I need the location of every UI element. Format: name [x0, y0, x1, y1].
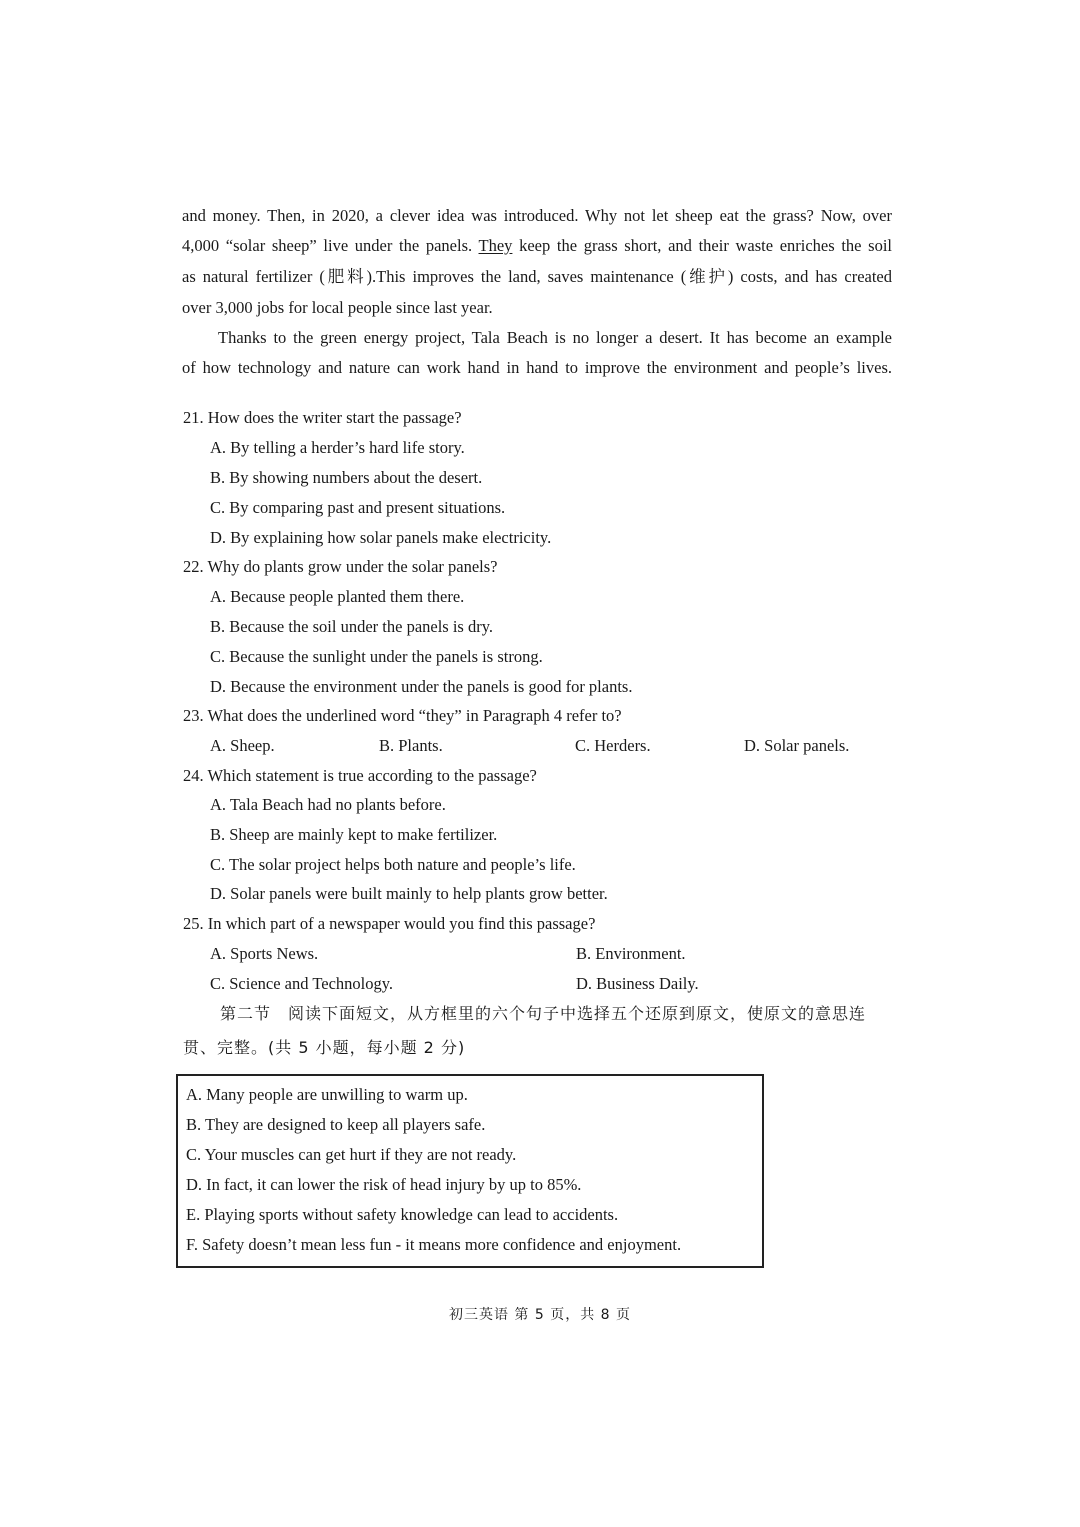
question-21-option-b: B. By showing numbers about the desert.: [210, 468, 483, 487]
passage-line-5: Thanks to the green energy project, Tala Beach is no longer a desert. It has become an example: [218, 328, 892, 347]
question-25-option-c: C. Science and Technology.: [210, 974, 394, 993]
passage-line-4: over 3,000 jobs for local people since last year.: [182, 298, 493, 317]
question-25-option-b: B. Environment.: [576, 944, 686, 963]
question-22-option-d: D. Because the environment under the panels is good for plants.: [210, 677, 633, 696]
question-21-option-d: D. By explaining how solar panels make electricity.: [210, 528, 552, 547]
question-25-option-a: A. Sports News.: [210, 944, 319, 963]
passage-line-2-start: 4,000 “solar sheep” live under the panels.: [182, 236, 473, 255]
question-22-option-b: B. Because the soil under the panels is dry.: [210, 617, 494, 636]
question-22-option-c: C. Because the sunlight under the panels is strong.: [210, 647, 543, 666]
question-23-option-d: D. Solar panels.: [744, 736, 850, 755]
question-24-stem: 24. Which statement is true according to the passage?: [183, 766, 537, 785]
sentence-options-box: [176, 1074, 764, 1268]
question-21-option-c: C. By comparing past and present situations.: [210, 498, 506, 517]
passage-line-3: as natural fertilizer (肥料).This improves the land, saves maintenance (维护) costs, and has created: [182, 267, 892, 286]
question-21-option-a: A. By telling a herder’s hard life story.: [210, 438, 465, 457]
box-option-b: B. They are designed to keep all players safe.: [186, 1115, 486, 1134]
box-option-c: C. Your muscles can get hurt if they are not ready.: [186, 1145, 517, 1164]
question-23-option-a: A. Sheep.: [210, 736, 275, 755]
question-24-option-c: C. The solar project helps both nature and people’s life.: [210, 855, 576, 874]
question-24-option-b: B. Sheep are mainly kept to make fertilizer.: [210, 825, 498, 844]
box-option-e: E. Playing sports without safety knowledge can lead to accidents.: [186, 1205, 619, 1224]
question-23-option-b: B. Plants.: [379, 736, 443, 755]
box-option-f: F. Safety doesn’t mean less fun - it means more confidence and enjoyment.: [186, 1235, 682, 1254]
passage-line-2-end: keep the grass short, and their waste enriches the soil: [519, 236, 893, 255]
page-footer: 初三英语 第 5 页，共 8 页: [448, 1307, 632, 1323]
box-option-a: A. Many people are unwilling to warm up.: [186, 1085, 468, 1104]
question-25-stem: 25. In which part of a newspaper would you find this passage?: [183, 914, 596, 933]
passage-line-6: of how technology and nature can work hand in hand to improve the environment and people’s lives.: [182, 358, 892, 377]
question-24-option-d: D. Solar panels were built mainly to help plants grow better.: [210, 884, 608, 903]
question-21-stem: 21. How does the writer start the passage?: [183, 408, 462, 427]
section-2-instruction-line-1: 第二节 阅读下面短文，从方框里的六个句子中选择五个还原到原文，使原文的意思连: [220, 1004, 867, 1023]
passage-line-1: and money. Then, in 2020, a clever idea was introduced. Why not let sheep eat the grass? Now, over: [182, 206, 892, 225]
question-22-stem: 22. Why do plants grow under the solar panels?: [183, 557, 498, 576]
underlined-word-they: They: [478, 236, 513, 255]
box-option-d: D. In fact, it can lower the risk of head injury by up to 85%.: [186, 1175, 582, 1194]
question-23-stem: 23. What does the underlined word “they” in Paragraph 4 refer to?: [183, 706, 622, 725]
question-24-option-a: A. Tala Beach had no plants before.: [210, 795, 446, 814]
passage-line-2: [182, 236, 892, 256]
section-2-instruction-line-2: 贯、完整。(共 5 小题，每小题 2 分): [183, 1038, 466, 1057]
question-25-option-d: D. Business Daily.: [576, 974, 699, 993]
question-23-option-c: C. Herders.: [575, 736, 651, 755]
question-22-option-a: A. Because people planted them there.: [210, 587, 465, 606]
